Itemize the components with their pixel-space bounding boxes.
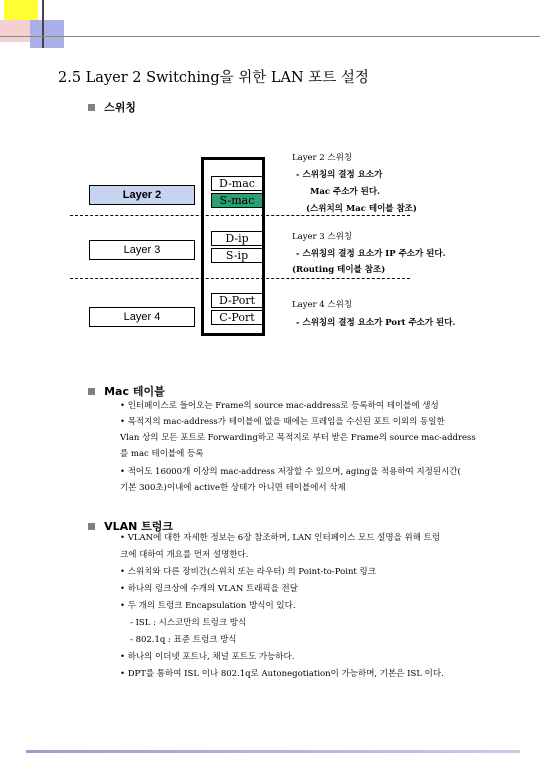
layer-3-box: Layer 3: [89, 240, 195, 260]
vlan-line-4: • 하나의 링크상에 수개의 VLAN 트래픽을 전달: [120, 584, 298, 594]
decor-line-vertical: [42, 0, 44, 48]
section-heading: Mac 테이블: [104, 385, 165, 398]
mac-line-4: 를 mac 테이블에 등록: [120, 449, 204, 459]
dip-field: D-ip: [211, 231, 263, 246]
layer-4-box: Layer 4: [89, 307, 195, 327]
decor-square-blue: [30, 20, 64, 48]
mac-line-5: • 적어도 16000개 이상의 mac-address 저장할 수 있으며, aging을 적용하여 지정된시간(: [120, 467, 461, 477]
vlan-line-9: • DPT를 통하여 ISL 이나 802.1q로 Autonegotiation이 가능하며, 기본은 ISL 이다.: [120, 669, 444, 679]
square-bullet-icon: [88, 104, 95, 111]
l4-note-head: Layer 4 스위칭: [292, 300, 353, 310]
layer-2-box: Layer 2: [89, 185, 195, 205]
vlan-line-1: • VLAN에 대한 자세한 정보는 6장 참조하며, LAN 인터페이스 모드 설명을 위해 트렁: [120, 533, 441, 543]
square-bullet-icon: [88, 523, 95, 530]
page-title: 2.5 Layer 2 Switching을 위한 LAN 포트 설정: [58, 70, 369, 86]
decor-line-horizontal: [0, 36, 540, 37]
section-mac: [88, 380, 165, 399]
l2-note-line3: (스위치의 Mac 테이블 참조): [306, 204, 417, 214]
mac-line-2: • 목적지의 mac-address가 테이블에 없을 때에는 프레임을 수신된 포트 이외의 동일한: [120, 417, 445, 427]
l4-note-line1: - 스위칭의 결정 요소가 Port 주소가 된다.: [296, 318, 456, 328]
vlan-line-3: • 스위치와 다른 장비간(스위치 또는 라우터) 의 Point-to-Point 링크: [120, 567, 376, 577]
square-bullet-icon: [88, 388, 95, 395]
smac-field: S-mac: [211, 193, 263, 208]
l2-note-line2: Mac 주소가 된다.: [310, 187, 381, 197]
l2-note-line1: - 스위칭의 결정 요소가: [296, 170, 383, 180]
vlan-line-5: • 두 개의 트렁크 Encapsulation 방식이 있다.: [120, 601, 296, 611]
l3-note-head: Layer 3 스위칭: [292, 232, 353, 242]
sip-field: S-ip: [211, 248, 263, 263]
vlan-line-6: - ISL : 시스코만의 트렁크 방식: [130, 618, 247, 628]
vlan-line-2: 크에 대하여 개요를 먼저 설명한다.: [120, 550, 249, 560]
dport-field: D-Port: [211, 293, 263, 308]
decor-square-pink: [0, 20, 30, 42]
cport-field: C-Port: [211, 310, 263, 325]
footer-bar: [26, 750, 520, 753]
l3-note-line2: (Routing 테이블 참조): [292, 265, 386, 275]
section-heading: VLAN 트렁크: [104, 520, 174, 533]
mac-line-1: • 인터페이스로 들어오는 Frame의 source mac-address로 등록하여 테이블에 생성: [120, 401, 439, 411]
vlan-line-8: • 하나의 이더넷 포트나, 채널 포트도 가능하다.: [120, 652, 295, 662]
l3-note-line1: - 스위칭의 결정 요소가 IP 주소가 된다.: [296, 249, 446, 259]
vlan-line-7: - 802.1q : 표준 트렁크 방식: [130, 635, 237, 645]
section-switching: [88, 96, 136, 115]
section-heading: 스위칭: [104, 101, 136, 114]
dmac-field: D-mac: [211, 176, 263, 191]
mac-line-3: Vlan 상의 모든 포트로 Forwarding하고 목적지로 부터 받은 Frame의 source mac-address: [120, 433, 476, 443]
mac-line-6: 기본 300초)이내에 active한 상태가 아니면 테이블에서 삭제: [120, 483, 346, 493]
l2-note-head: Layer 2 스위칭: [292, 153, 353, 163]
